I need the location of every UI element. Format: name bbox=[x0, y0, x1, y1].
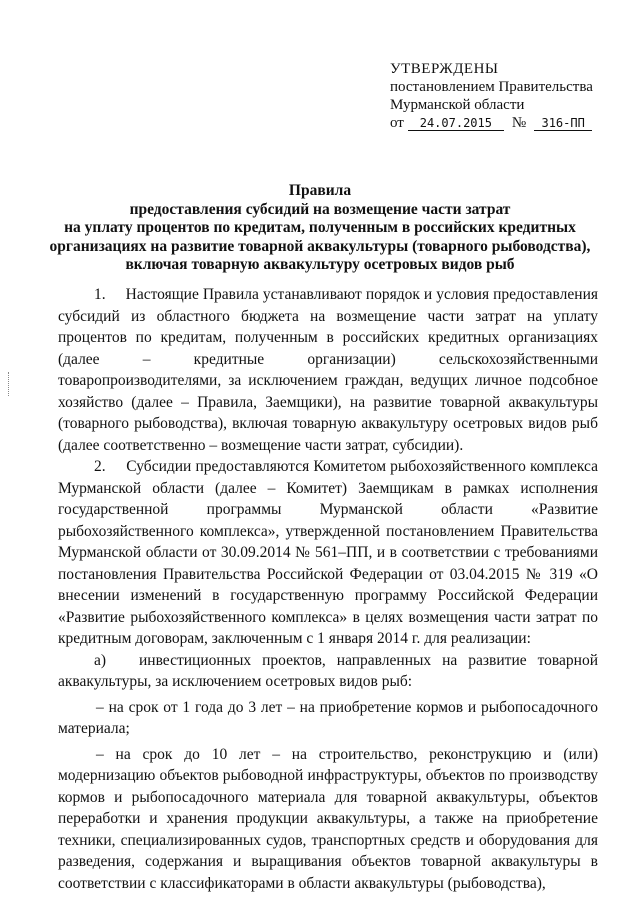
margin-mark bbox=[8, 372, 11, 396]
title-line-1: Правила bbox=[288, 182, 352, 199]
title-line-5: включая товарную аквакультуру осетровых видов рыб bbox=[125, 256, 515, 273]
approval-line-1: постановлением Правительства bbox=[390, 79, 593, 95]
title-line-3: на уплату процентов по кредитам, полученным в российских кредитных bbox=[64, 219, 576, 236]
list-item-term-1-3: – на срок от 1 года до 3 лет – на приобретение кормов и рыбопосадочного материала; bbox=[58, 698, 598, 737]
paragraph-2a: а) инвестиционных проектов, направленных на развитие товарной аквакультуры, за исключением осетровых видов рыб: bbox=[58, 651, 598, 690]
approval-line-2: Мурманской области bbox=[390, 97, 525, 113]
list-item-term-10: – на срок до 10 лет – на строительство, реконструкцию и (или) модернизацию объектов рыбоводной инфраструктуры, объектов по производству кормов и рыбопосадочного материала для товарной аквакультуры, объектов переработки и хранения продукции аквакультуры, а также на приобретение техники, специализированных судов, транспортных средств и оборудования для разведения, содержания и выращивания объектов товарной аквакультуры в соответствии с классификаторами в области аквакультуры (рыбоводства), bbox=[58, 745, 598, 892]
approval-date-line bbox=[390, 114, 620, 132]
paragraph-1: 1. Настоящие Правила устанавливают порядок и условия предоставления субсидий из областного бюджета на возмещение части затрат на уплату процентов по кредитам, полученным в российских кредитных организациях (далее – кредитные организации) сельскохозяйственными товаропроизводителями, за исключением граждан, ведущих личное подсобное хозяйство (далее – Правила, Заемщики), на развитие товарной аквакультуры (товарного рыбоводства), включая товарную аквакультуру осетровых видов рыб (далее соответственно – возмещение части затрат, субсидии). bbox=[58, 286, 598, 454]
approval-number: 316-ПП bbox=[534, 116, 592, 131]
document-body bbox=[58, 284, 598, 894]
title-line-4: организациях на развитие товарной аквакультуры (товарного рыбоводства), bbox=[49, 237, 591, 255]
approval-date: 24.07.2015 bbox=[408, 116, 504, 131]
date-prefix: от bbox=[390, 115, 404, 131]
title-line-2: предоставления субсидий на возмещение части затрат bbox=[129, 200, 511, 218]
approval-heading: УТВЕРЖДЕНЫ bbox=[390, 61, 499, 77]
approval-stamp bbox=[390, 60, 620, 132]
paragraph-2: 2. Субсидии предоставляются Комитетом рыбохозяйственного комплекса Мурманской области (далее – Комитет) Заемщикам в рамках исполнения государственной программы Мурманской области «Развитие рыбохозяйственного комплекса», утвержденной постановлением Правительства Мурманской области от 30.09.2014 № 561–ПП, и в соответствии с требованиями постановления Правительства Российской Федерации от 03.04.2015 № 319 «О внесении изменений в государственную программу Российской Федерации «Развитие рыбохозяйственного комплекса» в целях возмещения части затрат по кредитным договорам, заключенным с 1 января 2014 г. для реализации: bbox=[58, 458, 598, 647]
number-sign: № bbox=[511, 115, 527, 131]
document-title bbox=[40, 182, 600, 275]
